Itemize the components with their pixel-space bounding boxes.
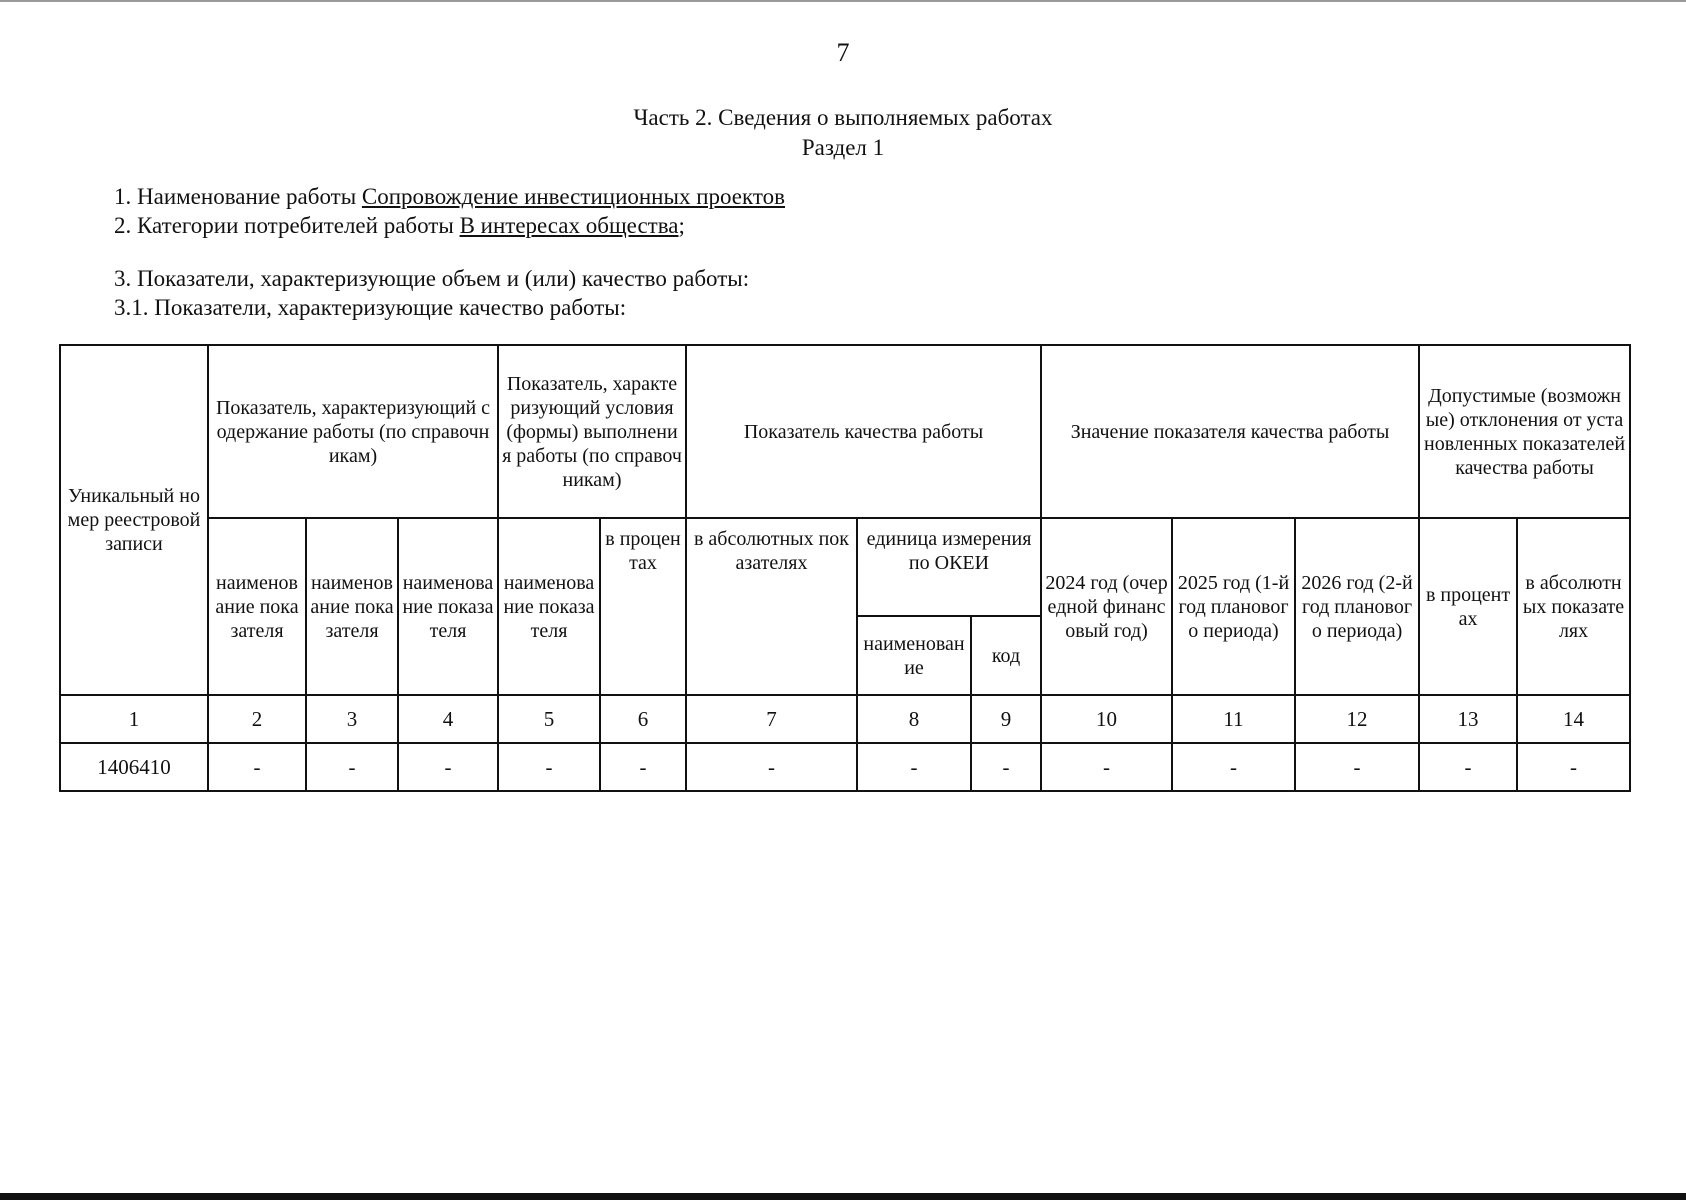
- consumer-categories-value: В интересах общества: [459, 213, 679, 238]
- table-cell: -: [971, 743, 1041, 791]
- part-title: Часть 2. Сведения о выполняемых работах: [633, 105, 1053, 130]
- quality-indicators-table: [59, 344, 1631, 792]
- column-number-cell: 6: [600, 695, 686, 743]
- header-registry-number: Уникальный номер реестровой записи: [60, 345, 208, 695]
- header-okei-name: наименование: [857, 616, 971, 695]
- table-cell: -: [1041, 743, 1172, 791]
- column-number-cell: 13: [1419, 695, 1517, 743]
- header-deviation-absolute: в абсолютных показателях: [1517, 518, 1630, 695]
- section-title: Раздел 1: [801, 135, 885, 160]
- quality-heading: 3.1. Показатели, характеризующие качество работы:: [114, 295, 627, 320]
- registry-number-cell: 1406410: [60, 743, 208, 791]
- part-heading: [0, 103, 1686, 163]
- work-name-label: 1. Наименование работы: [114, 184, 362, 209]
- work-name-value: Сопровождение инвестиционных проектов: [361, 184, 785, 209]
- header-quality-value: Значение показателя качества работы: [1041, 345, 1419, 518]
- column-number-cell: 7: [686, 695, 857, 743]
- table-row: [60, 743, 1630, 791]
- header-in-absolute: в абсолютных показателях: [686, 518, 857, 695]
- header-year-2026: 2026 год (2-й год планового периода): [1295, 518, 1419, 695]
- page-top-edge: [0, 0, 1686, 2]
- table-cell: -: [208, 743, 306, 791]
- header-deviation-percent: в процентах: [1419, 518, 1517, 695]
- table-cell: -: [686, 743, 857, 791]
- header-quality-indicator: Показатель качества работы: [686, 345, 1041, 518]
- column-number-cell: 14: [1517, 695, 1630, 743]
- table-cell: -: [600, 743, 686, 791]
- column-number-cell: 12: [1295, 695, 1419, 743]
- consumer-categories-suffix: ;: [678, 213, 685, 238]
- table-cell: -: [857, 743, 971, 791]
- column-number-cell: 8: [857, 695, 971, 743]
- page-bottom-edge: [0, 1193, 1686, 1200]
- column-number-cell: 2: [208, 695, 306, 743]
- header-okei-code: код: [971, 616, 1041, 695]
- table-cell: -: [1172, 743, 1295, 791]
- indicators-heading: 3. Показатели, характеризующие объем и (или) качество работы:: [114, 266, 750, 291]
- header-conditions-indicator: Показатель, характеризующий условия (формы) выполнения работы (по справочникам): [498, 345, 686, 518]
- table-cell: -: [498, 743, 600, 791]
- header-indicator-name-4: наименование показателя: [498, 518, 600, 695]
- consumer-categories-label: 2. Категории потребителей работы: [114, 213, 460, 238]
- header-okei-unit: единица измерения по ОКЕИ: [857, 518, 1041, 616]
- header-indicator-name-1: наименование показателя: [208, 518, 306, 695]
- column-number-cell: 10: [1041, 695, 1172, 743]
- table-cell: -: [1295, 743, 1419, 791]
- table-cell: -: [1517, 743, 1630, 791]
- column-number-row: [60, 695, 1630, 743]
- table-cell: -: [1419, 743, 1517, 791]
- header-year-2024: 2024 год (очередной финансовый год): [1041, 518, 1172, 695]
- consumer-categories-line: [114, 211, 685, 240]
- column-number-cell: 5: [498, 695, 600, 743]
- table-cell: -: [306, 743, 398, 791]
- page-number: 7: [836, 38, 850, 67]
- header-deviations: Допустимые (возможные) отклонения от установленных показателей качества работы: [1419, 345, 1630, 518]
- column-number-cell: 3: [306, 695, 398, 743]
- header-indicator-name-3: наименование показателя: [398, 518, 498, 695]
- header-in-percent: в процентах: [600, 518, 686, 695]
- column-number-cell: 9: [971, 695, 1041, 743]
- work-name-line: [114, 182, 785, 211]
- column-number-cell: 1: [60, 695, 208, 743]
- header-year-2025: 2025 год (1-й год планового периода): [1172, 518, 1295, 695]
- table-cell: -: [398, 743, 498, 791]
- header-content-indicator: Показатель, характеризующий содержание работы (по справочникам): [208, 345, 498, 518]
- column-number-cell: 11: [1172, 695, 1295, 743]
- column-number-cell: 4: [398, 695, 498, 743]
- header-indicator-name-2: наименование показателя: [306, 518, 398, 695]
